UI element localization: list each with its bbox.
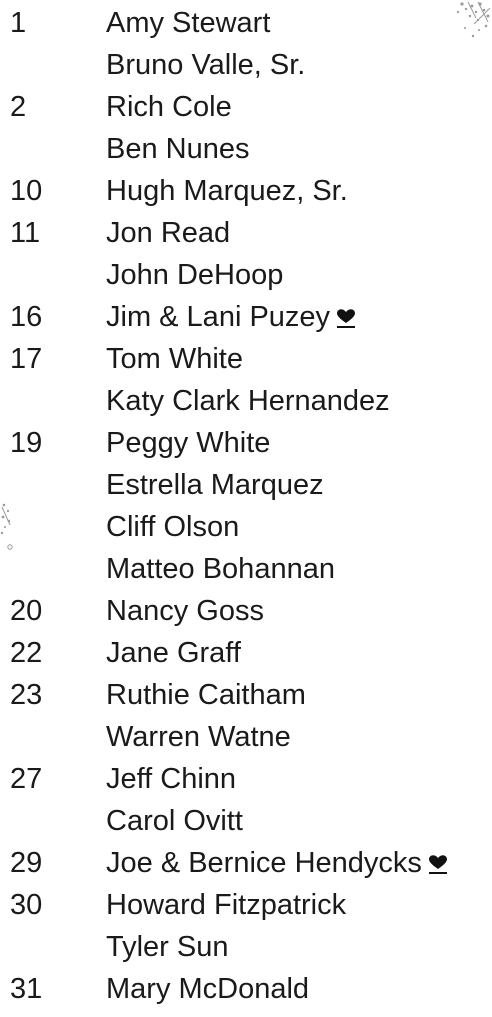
person-name: [106, 86, 232, 128]
person-name: [106, 548, 335, 590]
person-name: [106, 128, 250, 170]
person-name-text: Rich Cole: [106, 91, 232, 123]
person-name: [106, 926, 229, 968]
person-name-text: Mary McDonald: [106, 973, 310, 1005]
list-item: [0, 44, 492, 86]
person-name-text: John DeHoop: [106, 259, 284, 291]
person-name-text: Estrella Marquez: [106, 469, 324, 501]
person-name: [106, 44, 305, 86]
person-name: [106, 338, 243, 380]
day-number: 16: [10, 301, 43, 333]
person-name: [106, 674, 306, 716]
person-name: [106, 590, 264, 632]
person-name-text: Jane Graff: [106, 637, 241, 669]
day-number: 23: [10, 679, 43, 711]
person-name: [106, 212, 230, 254]
list-item: [0, 590, 492, 632]
person-name-text: Amy Stewart: [106, 7, 271, 39]
person-name-text: Tyler Sun: [106, 931, 229, 963]
person-name: [106, 506, 239, 548]
person-name-text: Tom White: [106, 343, 243, 375]
person-name-text: Joe & Bernice Hendycks: [106, 847, 422, 879]
person-name-text: Katy Clark Hernandez: [106, 385, 390, 417]
person-name-text: Peggy White: [106, 427, 271, 459]
list-item: [0, 716, 492, 758]
person-name-text: Howard Fitzpatrick: [106, 889, 347, 921]
list-item: [0, 338, 492, 380]
list-item: [0, 212, 492, 254]
list-item: [0, 380, 492, 422]
person-name: [106, 170, 348, 212]
heart-icon: [428, 853, 448, 875]
person-name: [106, 464, 324, 506]
person-name-text: Jeff Chinn: [106, 763, 237, 795]
person-name: [106, 296, 356, 338]
person-name: [106, 800, 243, 842]
person-name-text: Nancy Goss: [106, 595, 264, 627]
list-item: [0, 842, 492, 884]
person-name: [106, 380, 390, 422]
person-name: [106, 2, 270, 44]
day-number: 30: [10, 889, 43, 921]
list-item: [0, 296, 492, 338]
person-name-text: Cliff Olson: [106, 511, 240, 543]
list-item: [0, 800, 492, 842]
list-item: [0, 254, 492, 296]
person-name-text: Bruno Valle, Sr.: [106, 49, 306, 81]
list-item: [0, 464, 492, 506]
heart-icon: [336, 307, 356, 329]
list-item: [0, 86, 492, 128]
day-number: 10: [10, 175, 43, 207]
day-number: 20: [10, 595, 43, 627]
day-number: 19: [10, 427, 43, 459]
person-name: [106, 884, 346, 926]
list-item: [0, 758, 492, 800]
day-number: 2: [10, 91, 27, 123]
list-item: [0, 548, 492, 590]
day-number: 27: [10, 763, 43, 795]
person-name: [106, 716, 291, 758]
list-item: [0, 884, 492, 926]
day-number: 17: [10, 343, 43, 375]
person-name-text: Jim & Lani Puzey: [106, 301, 331, 333]
day-number: 31: [10, 973, 43, 1005]
person-name-text: Jon Read: [106, 217, 231, 249]
person-name: [106, 842, 448, 884]
list-item: [0, 926, 492, 968]
person-name-text: Hugh Marquez, Sr.: [106, 175, 348, 207]
day-number: 22: [10, 637, 43, 669]
person-name-text: Matteo Bohannan: [106, 553, 335, 585]
person-name-text: Ben Nunes: [106, 133, 250, 165]
list-item: [0, 170, 492, 212]
list-item: [0, 674, 492, 716]
day-number: 1: [10, 7, 27, 39]
person-name-text: Ruthie Caitham: [106, 679, 306, 711]
person-name: [106, 254, 283, 296]
person-name-text: Carol Ovitt: [106, 805, 243, 837]
list-item: [0, 2, 492, 44]
person-name: [106, 422, 270, 464]
person-name: [106, 968, 309, 1010]
person-name: [106, 758, 236, 800]
person-name: [106, 632, 241, 674]
list-item: [0, 506, 492, 548]
list-item: [0, 968, 492, 1010]
list-item: [0, 422, 492, 464]
list-item: [0, 632, 492, 674]
day-number: 29: [10, 847, 43, 879]
day-number: 11: [10, 217, 41, 249]
person-name-text: Warren Watne: [106, 721, 291, 753]
list-item: [0, 128, 492, 170]
